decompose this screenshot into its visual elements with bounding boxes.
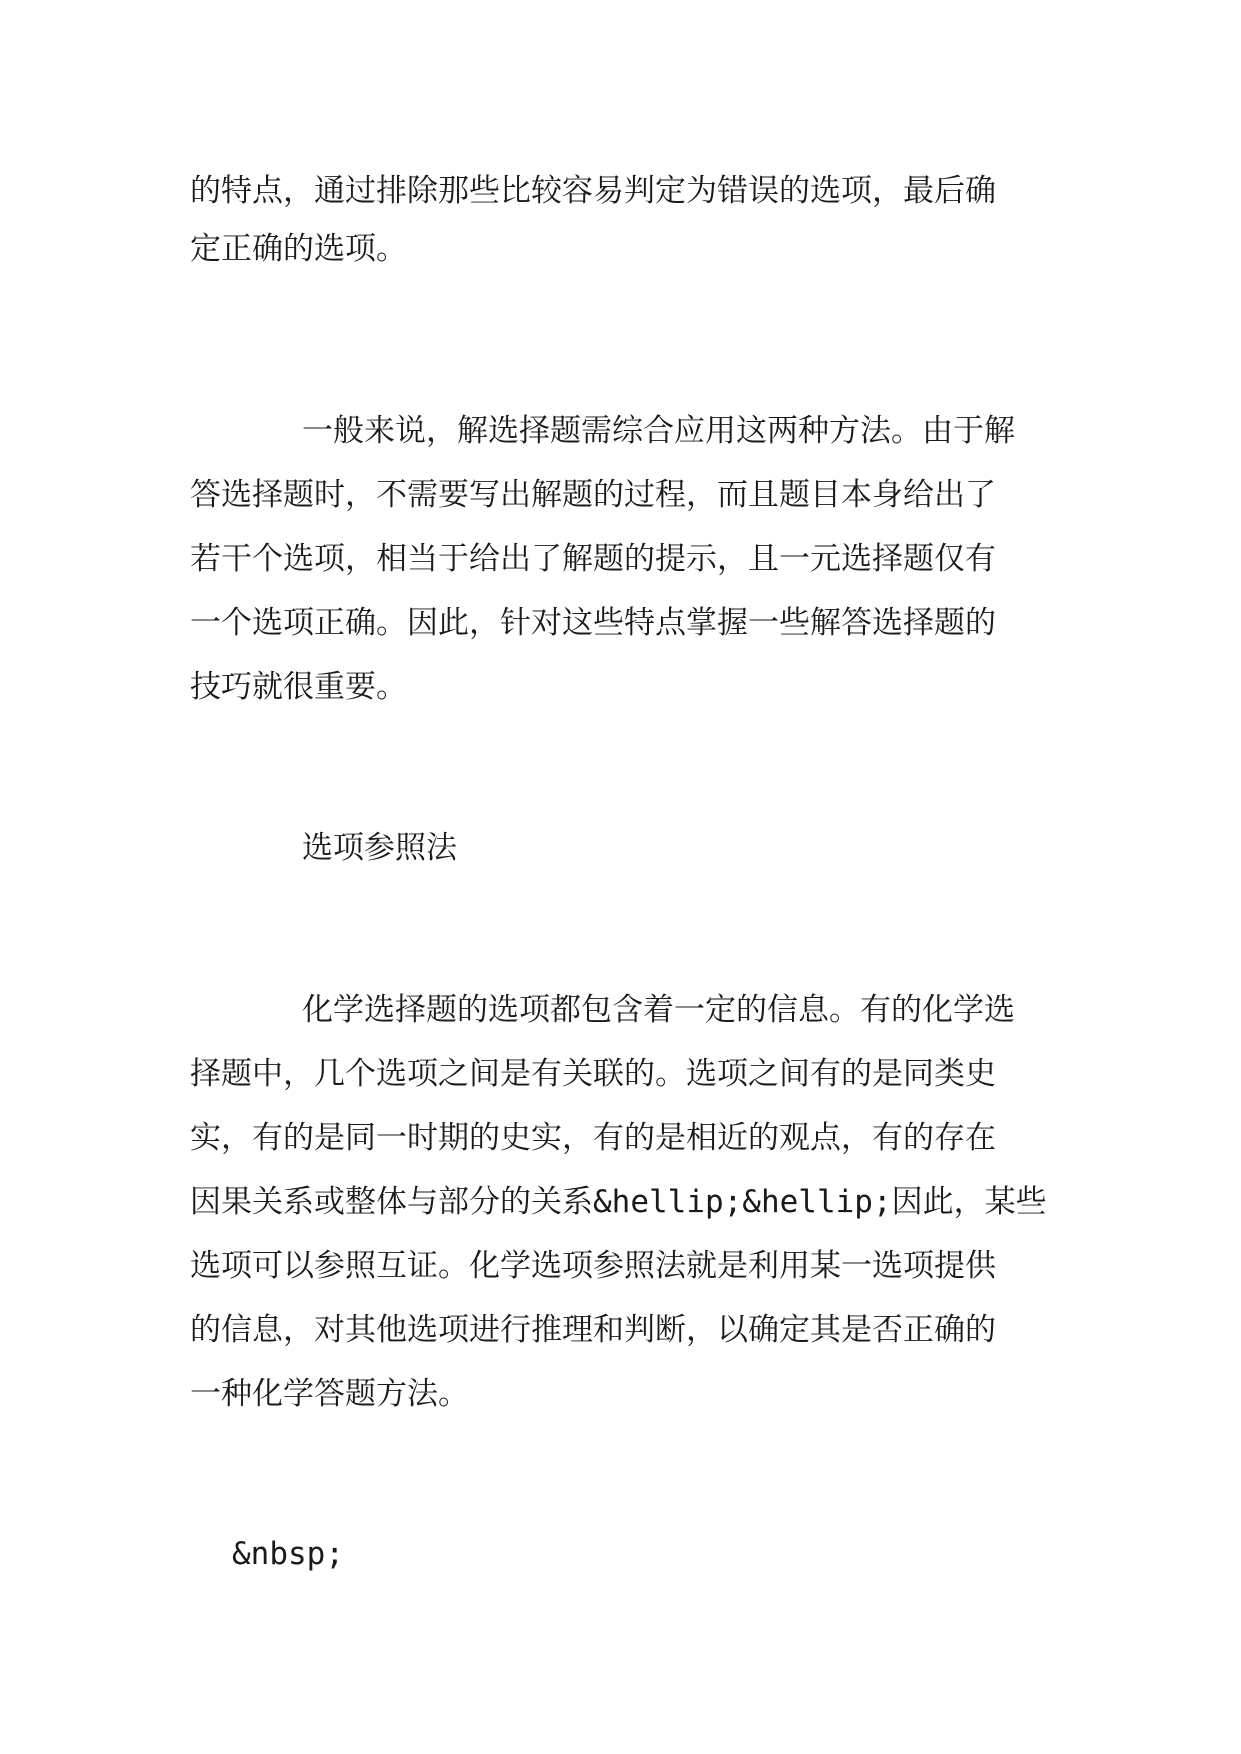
text-line: 的特点，通过排除那些比较容易判定为错误的选项，最后确: [190, 173, 996, 209]
text-line: 化学选择题的选项都包含着一定的信息。有的化学选: [302, 992, 1015, 1028]
text-line: 若干个选项，相当于给出了解题的提示，且一元选择题仅有: [190, 541, 996, 577]
section-heading: 选项参照法: [302, 830, 457, 866]
text-line: 答选择题时，不需要写出解题的过程，而且题目本身给出了: [190, 477, 996, 513]
text-line: 选项可以参照互证。化学选项参照法就是利用某一选项提供: [190, 1248, 996, 1284]
text-line: 因果关系或整体与部分的关系&hellip;&hellip;因此，某些: [190, 1184, 1047, 1220]
text-line: 的信息，对其他选项进行推理和判断，以确定其是否正确的: [190, 1312, 996, 1348]
text-line: 一般来说，解选择题需综合应用这两种方法。由于解: [302, 413, 1015, 449]
text-line: 一个选项正确。因此，针对这些特点掌握一些解答选择题的: [190, 605, 996, 641]
text-line: &nbsp;: [232, 1536, 344, 1572]
text-line: 定正确的选项。: [190, 231, 407, 267]
text-line: 实，有的是同一时期的史实，有的是相近的观点，有的存在: [190, 1120, 996, 1156]
text-line: 择题中，几个选项之间是有关联的。选项之间有的是同类史: [190, 1056, 996, 1092]
text-line: 技巧就很重要。: [190, 669, 407, 705]
text-line: 一种化学答题方法。: [190, 1376, 469, 1412]
